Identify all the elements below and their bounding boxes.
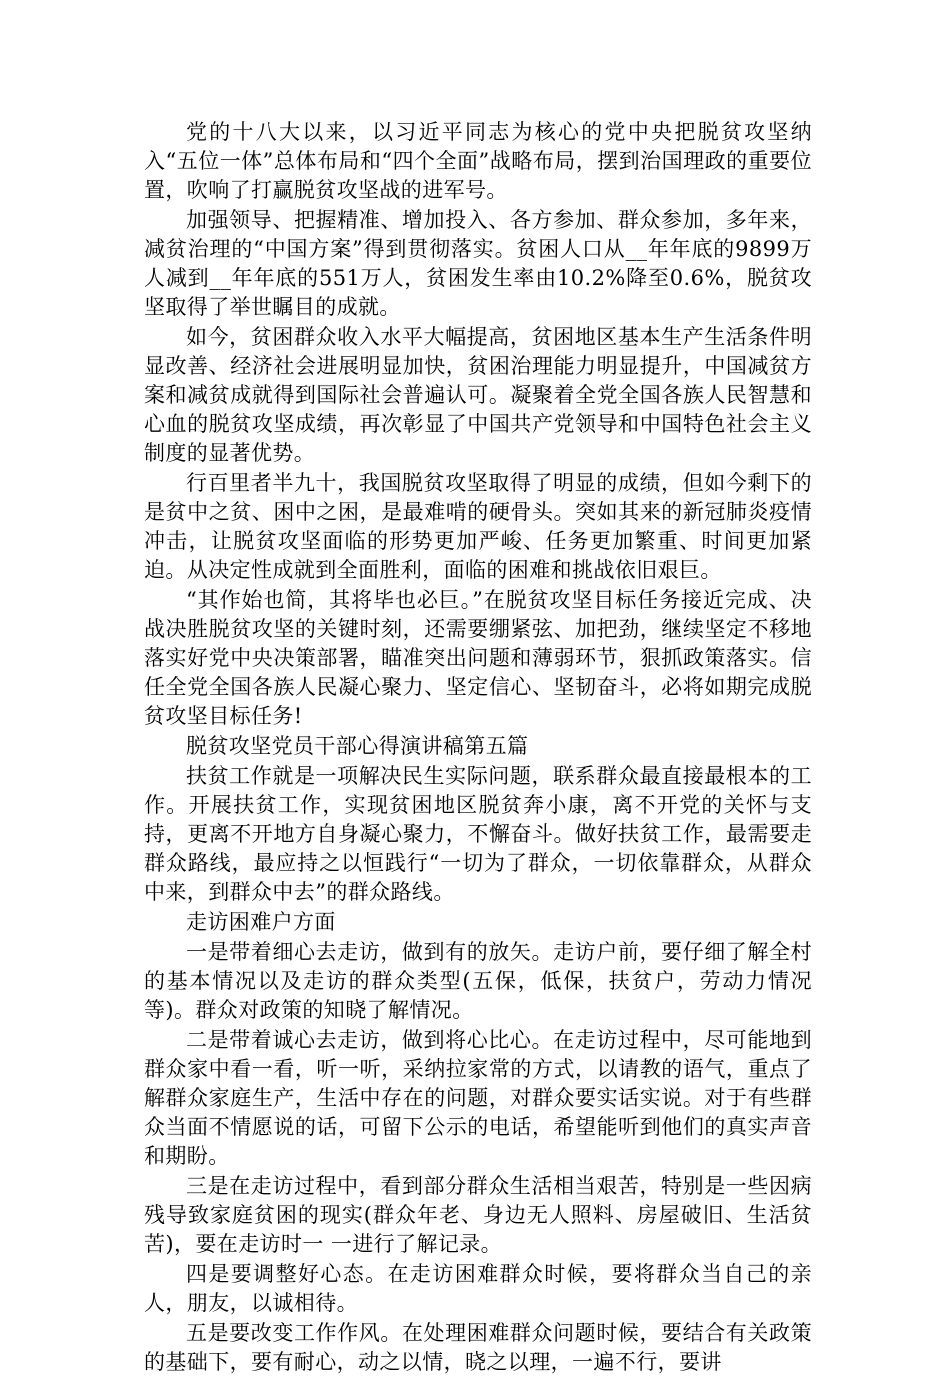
paragraph-2: 加强领导、把握精准、增加投入、各方参加、群众参加，多年来，减贫治理的“中国方案”得到贯彻落实。贫困人口从__年年底的9899万人减到__年年底的551万人，贫困发生率由10.2%降至0.6%，脱贫攻坚取得了举世瞩目的成就。 — [144, 208, 812, 319]
paragraph-6: 扶贫工作就是一项解决民生实际问题，联系群众最直接最根本的工作。开展扶贫工作，实现贫困地区脱贫奔小康，离不开党的关怀与支持，更离不开地方自身凝心聚力，不懈奋斗。做好扶贫工作，最需要走群众路线，最应持之以恒践行“一切为了群众，一切依靠群众，从群众中来，到群众中去”的群众路线。 — [144, 764, 812, 904]
paragraph-11: 五是要改变工作作风。在处理困难群众问题时候，要结合有关政策的基础下，要有耐心，动之以情，晓之以理，一遍不行，要讲 — [144, 1321, 812, 1374]
paragraph-4: 行百里者半九十，我国脱贫攻坚取得了明显的成绩，但如今剩下的是贫中之贫、困中之困，是最难啃的硬骨头。突如其来的新冠肺炎疫情冲击，让脱贫攻坚面临的形势更加严峻、任务更加繁重、时间更加紧迫。从决定性成就到全面胜利，面临的困难和挑战依旧艰巨。 — [144, 471, 812, 582]
paragraph-10: 四是要调整好心态。在走访困难群众时候，要将群众当自己的亲人，朋友，以诚相待。 — [144, 1262, 812, 1315]
paragraph-7: 一是带着细心去走访，做到有的放矢。走访户前，要仔细了解全村的基本情况以及走访的群众类型(五保，低保，扶贫户，劳动力情况等)。群众对政策的知晓了解情况。 — [144, 940, 812, 1022]
paragraph-1: 党的十八大以来，以习近平同志为核心的党中央把脱贫攻坚纳入“五位一体”总体布局和“四个全面”战略布局，摆到治国理政的重要位置，吹响了打赢脱贫攻坚战的进军号。 — [144, 120, 812, 202]
paragraph-9: 三是在走访过程中，看到部分群众生活相当艰苦，特别是一些因病残导致家庭贫困的现实(群众年老、身边无人照料、房屋破旧、生活贫苦)，要在走访时一 一进行了解记录。 — [144, 1174, 812, 1256]
subsection-heading: 走访困难户方面 — [186, 910, 336, 934]
section-heading: 脱贫攻坚党员干部心得演讲稿第五篇 — [186, 734, 529, 758]
paragraph-3: 如今，贫困群众收入水平大幅提高，贫困地区基本生产生活条件明显改善、经济社会进展明显加快，贫困治理能力明显提升，中国减贫方案和减贫成就得到国际社会普遍认可。凝聚着全党全国各族人民智慧和心血的脱贫攻坚成绩，再次彰显了中国共产党领导和中国特色社会主义制度的显著优势。 — [144, 325, 812, 465]
paragraph-8: 二是带着诚心去走访，做到将心比心。在走访过程中，尽可能地到群众家中看一看，听一听，采纳拉家常的方式，以请教的语气，重点了解群众家庭生产，生活中存在的问题，对群众要实话实说。对于有些群众当面不情愿说的话，可留下公示的电话，希望能听到他们的真实声音和期盼。 — [144, 1028, 812, 1168]
document-body — [144, 118, 812, 1378]
paragraph-5: “其作始也简，其将毕也必巨。”在脱贫攻坚目标任务接近完成、决战决胜脱贫攻坚的关键时刻，还需要绷紧弦、加把劲，继续坚定不移地落实好党中央决策部署，瞄准突出问题和薄弱环节，狠抓政策落实。信任全党全国各族人民凝心聚力、坚定信心、坚韧奋斗，必将如期完成脱贫攻坚目标任务! — [144, 588, 812, 728]
